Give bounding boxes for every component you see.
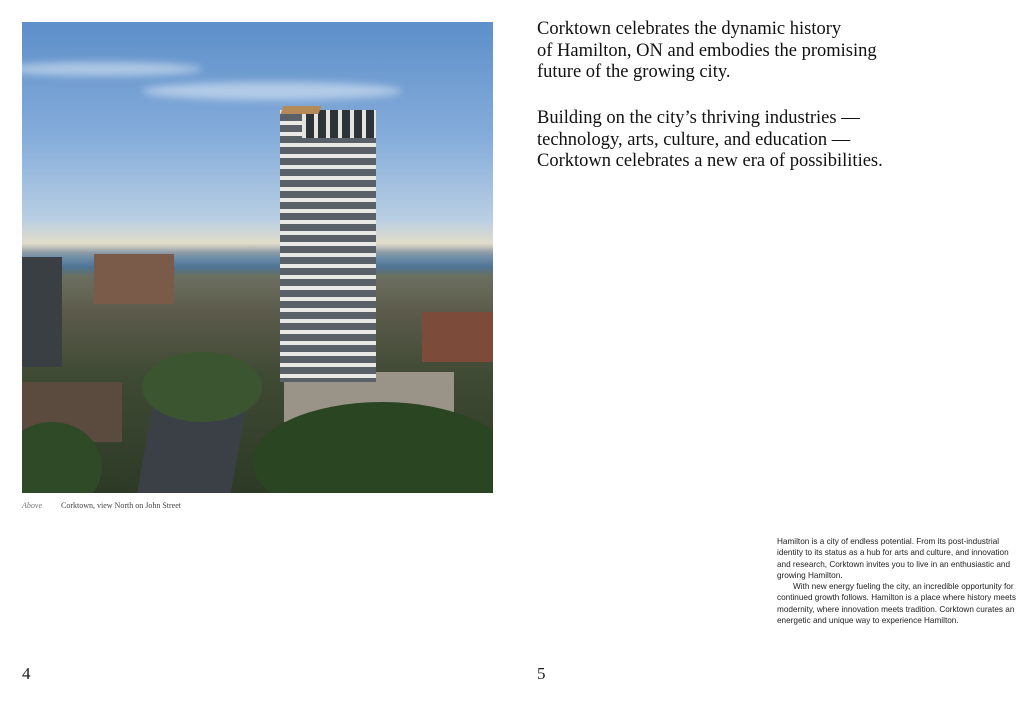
headline-paragraph-2 [537,108,883,173]
roof-canopy [281,106,322,114]
building [22,257,62,367]
page-number-left: 4 [22,664,31,683]
headline-line: Corktown celebrates the dynamic history [537,19,842,39]
tower [280,110,376,382]
headline-line: future of the growing city. [537,62,731,82]
building [422,312,493,362]
headline-line: technology, arts, culture, and education — [537,129,851,150]
caption-label: Above [22,501,42,510]
tower-photo [22,22,493,493]
cloud [142,82,402,100]
building [94,254,174,304]
tree [142,352,262,422]
headline-line: Corktown celebrates a new era of possibilities. [537,151,883,171]
headline-line: Building on the city’s thriving industries — [537,108,860,128]
tower-crown [302,110,376,138]
body-text [777,536,1017,626]
headline-line: of Hamilton, ON and embodies the promising [537,40,877,61]
cloud [22,62,202,76]
page-number-right: 5 [537,664,546,683]
body-paragraph: With new energy fueling the city, an incredible opportunity for continued growth follows. Hamilton is a place where history meets modernity, where innovation meets tradition. Corktown curates an energetic and unique way to experience Hamilton. [777,582,1016,626]
headline-paragraph-1 [537,19,877,84]
caption-text: Corktown, view North on John Street [61,501,181,510]
body-paragraph: Hamilton is a city of endless potential. From its post-industrial identity to its status as a hub for arts and culture, and innovation and research, Corktown invites you to live in an enthusiastic and growing Hamilton. [777,537,1011,580]
